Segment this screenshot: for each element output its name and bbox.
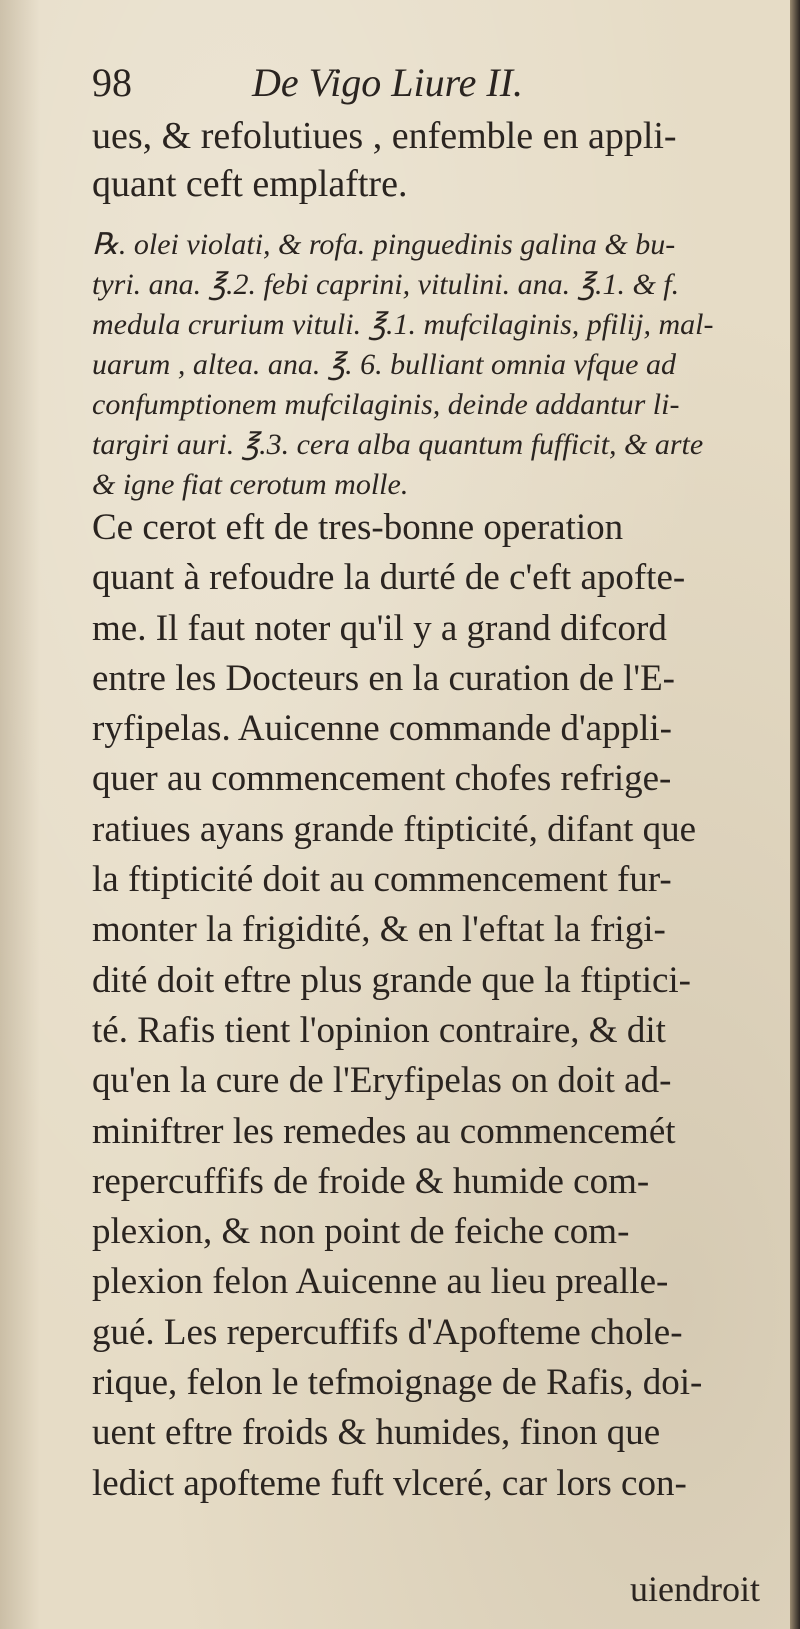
recipe-line: & igne fiat cerotum molle.: [92, 468, 409, 501]
text-line: me. Il faut noter qu'il y a grand difcord: [92, 607, 667, 649]
text-line: entre les Docteurs en la curation de l'E-: [92, 657, 676, 699]
gutter-shadow: [0, 0, 40, 1629]
page-number: 98: [92, 60, 132, 105]
text-line: té. Rafis tient l'opinion contraire, & dit: [92, 1009, 666, 1051]
text-line: monter la frigidité, & en l'eftat la frigi-: [92, 909, 666, 951]
text-line: ratiues ayans grande ftipticité, difant que: [92, 808, 697, 850]
text-line: ledict apofteme fuft vlceré, car lors con-: [92, 1462, 687, 1504]
text-line: gué. Les repercuffifs d'Apofteme chole-: [92, 1311, 683, 1353]
page-edge: [790, 0, 800, 1629]
text-line: quant à refoudre la durté de c'eft apofte-: [92, 557, 686, 599]
recipe-block: [92, 225, 760, 505]
main-paragraph: [92, 503, 760, 1509]
text-line: rique, felon le tefmoignage de Rafis, doi-: [92, 1362, 703, 1404]
text-line: plexion felon Auicenne au lieu prealle-: [92, 1261, 669, 1303]
running-title: De Vigo Liure II.: [252, 60, 524, 105]
text-line: qu'en la cure de l'Eryfipelas on doit ad-: [92, 1060, 672, 1102]
recipe-line: targiri auri. ℥.3. cera alba quantum fufficit, & arte: [92, 428, 704, 461]
catchword: uiendroit: [630, 1569, 760, 1609]
text-line: ryfipelas. Auicenne commande d'appli-: [92, 708, 672, 750]
text-line: quer au commencement chofes refrige-: [92, 758, 672, 800]
text-line: Ce cerot eft de tres-bonne operation: [92, 507, 624, 548]
text-line: uent eftre froids & humides, finon que: [92, 1412, 661, 1454]
text-line: repercuffifs de froide & humide com-: [92, 1160, 650, 1202]
text-line: plexion, & non point de feiche com-: [92, 1211, 630, 1253]
text-line: quant ceft emplaftre.: [92, 163, 408, 205]
recipe-line: uarum , altea. ana. ℥. 6. bulliant omnia vfque ad: [92, 348, 676, 381]
text-line: la ftipticité doit au commencement fur-: [92, 859, 672, 901]
recipe-line: ℞. olei violati, & rofa. pinguedinis galina & bu-: [92, 228, 676, 261]
continued-paragraph: [92, 112, 760, 208]
running-head: [92, 58, 692, 108]
text-line: ues, & refolutiues , enfemble en appli-: [92, 115, 677, 157]
text-line: dité doit eftre plus grande que la ftiptici-: [92, 959, 691, 1001]
recipe-line: tyri. ana. ℥.2. febi caprini, vitulini. ana. ℥.1. & f.: [92, 268, 680, 301]
text-line: miniftrer les remedes au commencemét: [92, 1110, 676, 1152]
recipe-line: confumptionem mufcilaginis, deinde addantur li-: [92, 388, 680, 421]
recipe-line: medula crurium vituli. ℥.1. mufcilaginis, pfilij, mal-: [92, 308, 714, 341]
